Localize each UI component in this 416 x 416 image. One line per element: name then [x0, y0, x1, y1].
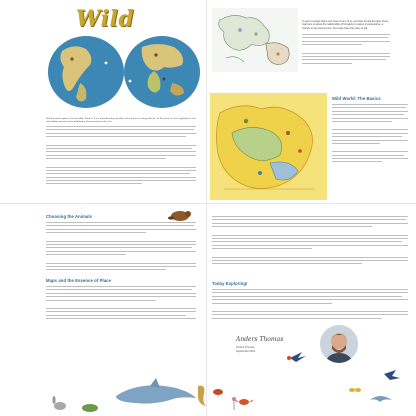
- choosing-heading: Choosing the Animals: [46, 214, 93, 219]
- right-body-lines: [212, 216, 408, 267]
- rabbit-icon: [52, 396, 66, 410]
- basics-lines: [332, 104, 408, 165]
- butterfly-icon: [349, 388, 361, 392]
- intro-paragraph: World animals capture how incredible Earth is. It is a mind-blowing and fully realized place teeming with life. In this book, we travel globally to visit rich habitats and meet their inhabitants, discovering how they live.: [46, 117, 196, 124]
- intro-body-lines: [46, 126, 196, 187]
- author-signature: Anders Thomas: [236, 336, 284, 343]
- flower-icon: [232, 397, 236, 410]
- bird-icon: [287, 352, 306, 362]
- top-right-lines: [302, 34, 390, 66]
- author-name: Anders Thomas: [236, 346, 255, 349]
- dolphin-icon: [116, 378, 196, 404]
- mushroom-icon: [213, 389, 223, 398]
- swallow-icon: [384, 370, 400, 380]
- today-heading: Today Exploring!: [212, 281, 248, 286]
- seagull-icon: [370, 396, 392, 402]
- basics-heading: Wild World: The Basics: [332, 96, 381, 101]
- signature-date: September 2021: [236, 350, 256, 353]
- sketch-map-illustration: [212, 8, 298, 72]
- crab-icon: [235, 399, 253, 405]
- top-right-intro: To get to a place that's ever been to any of us, we have to look at maps. Every map tells us about the relationship of humanity to nature in perspective, a chance to see how we live. Our maps have this story to tell.: [302, 20, 389, 30]
- maps-heading: Maps and the Essence of Place: [46, 278, 112, 283]
- world-map-illustration: [46, 33, 202, 111]
- animals-illustration: [0, 300, 416, 416]
- page-title: Wild: [75, 6, 135, 32]
- beaver-icon: [168, 206, 194, 222]
- seahorse-icon: [198, 386, 206, 406]
- yellow-map-illustration: [210, 93, 327, 200]
- choosing-lines: [46, 222, 196, 273]
- page-break: [0, 203, 416, 204]
- plant-icon: [82, 404, 98, 412]
